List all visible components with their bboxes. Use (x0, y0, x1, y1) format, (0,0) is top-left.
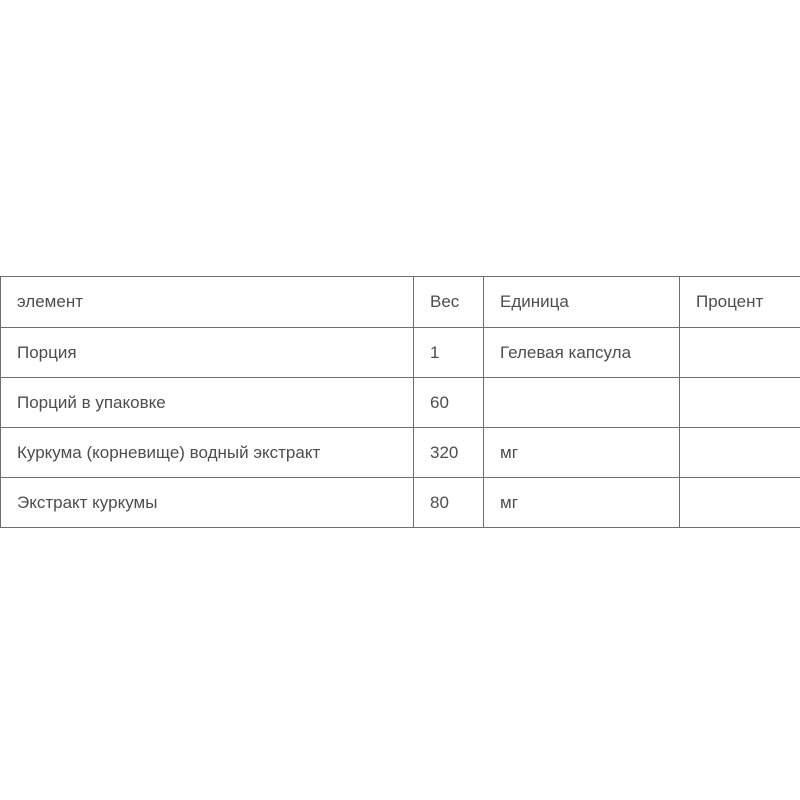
header-unit: Единица (484, 277, 680, 328)
nutrition-table (0, 276, 800, 528)
cell-percent (680, 428, 800, 478)
cell-element: Порций в упаковке (1, 378, 414, 428)
cell-element: Порция (1, 328, 414, 378)
cell-unit (484, 378, 680, 428)
table-row (1, 378, 800, 428)
cell-element: Экстракт куркумы (1, 478, 414, 528)
cell-weight: 80 (414, 478, 484, 528)
cell-unit: Гелевая капсула (484, 328, 680, 378)
cell-weight: 60 (414, 378, 484, 428)
cell-unit: мг (484, 478, 680, 528)
cell-percent (680, 328, 800, 378)
header-element: элемент (1, 277, 414, 328)
table-row (1, 328, 800, 378)
cell-percent (680, 478, 800, 528)
cell-unit: мг (484, 428, 680, 478)
cell-percent (680, 378, 800, 428)
header-percent: Процент (680, 277, 800, 328)
cell-weight: 1 (414, 328, 484, 378)
table-row (1, 478, 800, 528)
table-header-row (1, 277, 800, 328)
cell-element: Куркума (корневище) водный экстракт (1, 428, 414, 478)
cell-weight: 320 (414, 428, 484, 478)
table-row (1, 428, 800, 478)
header-weight: Вес (414, 277, 484, 328)
nutrition-table-container (0, 276, 800, 528)
